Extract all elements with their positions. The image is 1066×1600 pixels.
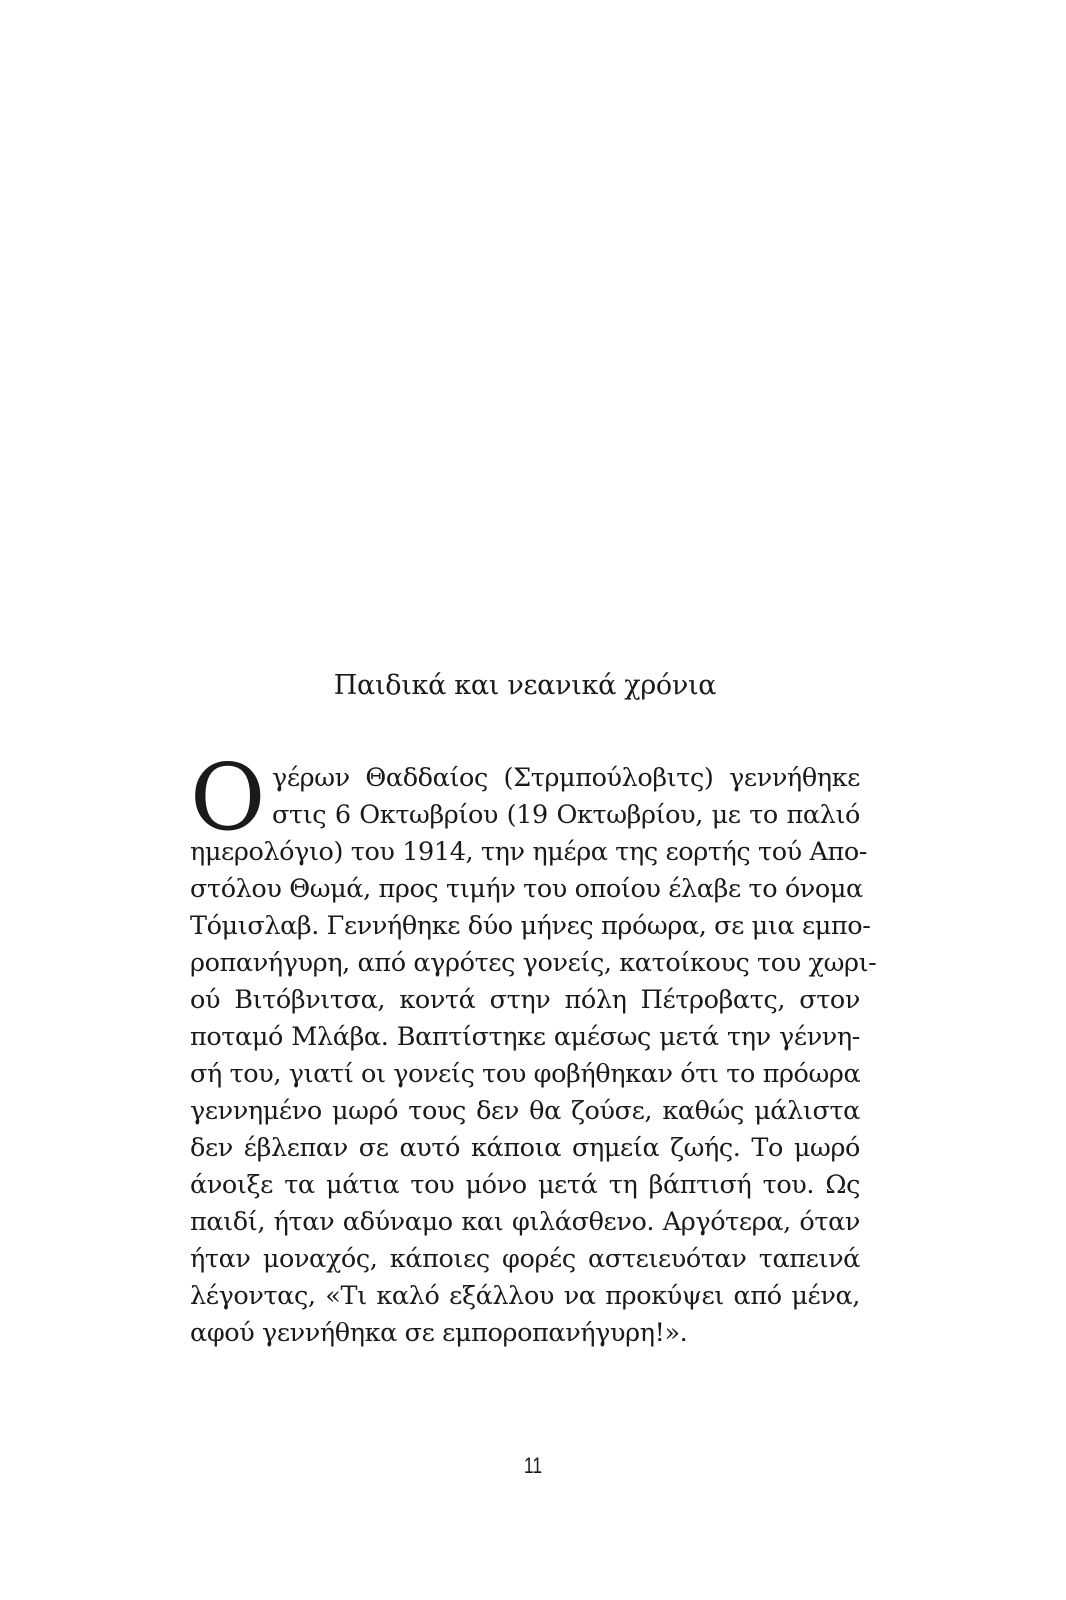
text-line: στόλου Θωμά, προς τιμήν του οποίου έλαβε το όνομα: [190, 874, 863, 904]
text-line: σή του, γιατί οι γονείς του φοβήθηκαν ότι το πρόωρα: [190, 1059, 861, 1089]
text-line: παιδί, ήταν αδύναμο και φιλάσθενο. Αργότερα, όταν: [190, 1207, 860, 1237]
text-line: ού Βιτόβνιτσα, κοντά στην πόλη Πέτροβατς, στον: [190, 985, 860, 1015]
text-line: άνοιξε τα μάτια του μόνο μετά τη βάπτισή του. Ως: [190, 1170, 860, 1200]
text-line: στις 6 Οκτωβρίου (19 Οκτωβρίου, με το παλιό: [272, 800, 860, 830]
drop-cap: Ο: [190, 744, 266, 851]
text-line: ημερολόγιο) του 1914, την ημέρα της εορτής τού Απο-: [190, 837, 868, 867]
text-line: γεννημένο μωρό τους δεν θα ζούσε, καθώς μάλιστα: [190, 1096, 860, 1126]
text-line: ροπανήγυρη, από αγρότες γονείς, κατοίκους του χωρι-: [190, 948, 877, 978]
text-line: ποταμό Μλάβα. Βαπτίστηκε αμέσως μετά την γέννη-: [190, 1022, 860, 1052]
page-number: 11: [523, 1453, 543, 1478]
text-line: δεν έβλεπαν σε αυτό κάποια σημεία ζωής. Το μωρό: [190, 1133, 860, 1163]
text-line: ήταν μοναχός, κάποιες φορές αστειευόταν ταπεινά: [190, 1244, 860, 1274]
text-line: αφού γεννήθηκα σε εμποροπανήγυρη!».: [190, 1318, 688, 1348]
chapter-title: Παιδικά και νεανικά χρόνια: [333, 670, 717, 701]
chapter-body: [190, 760, 877, 1352]
text-line: γέρων Θαδδαίος (Στρμπούλοβιτς) γεννήθηκε: [272, 763, 860, 793]
text-line: Τόμισλαβ. Γεννήθηκε δύο μήνες πρόωρα, σε μια εμπο-: [190, 911, 871, 941]
text-line: λέγοντας, «Τι καλό εξάλλου να προκύψει από μένα,: [190, 1281, 860, 1311]
